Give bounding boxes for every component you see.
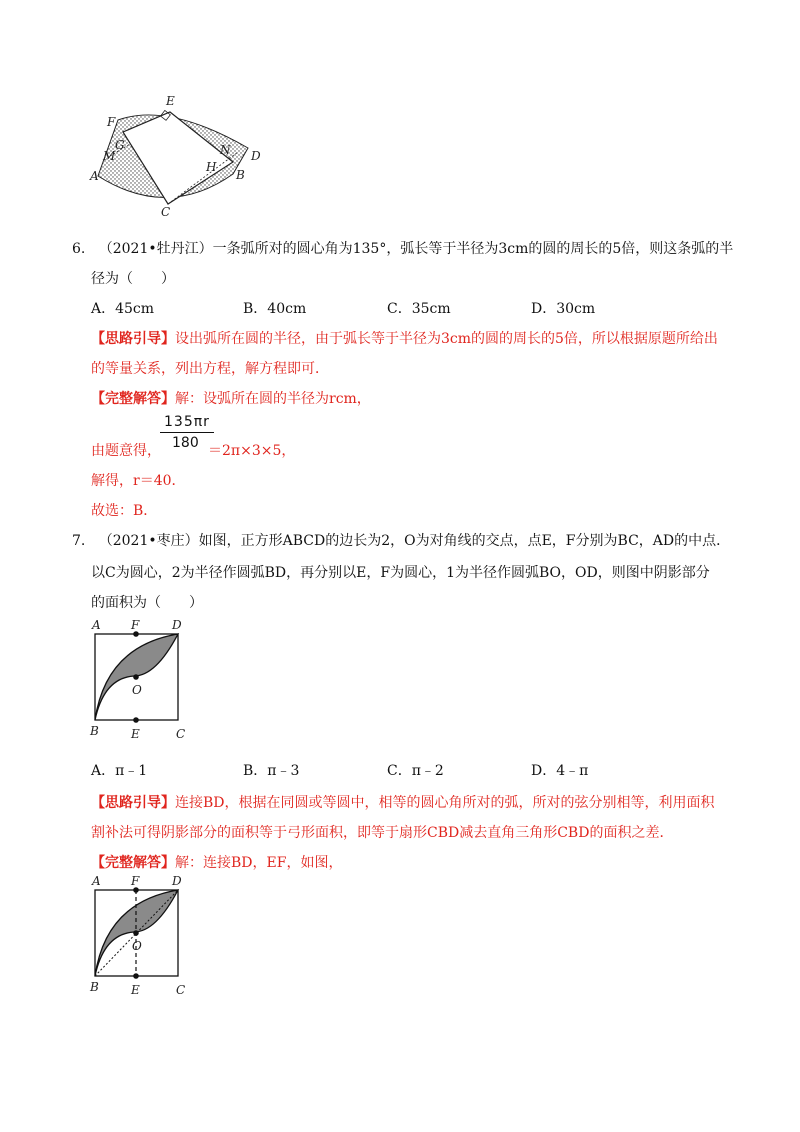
q6-eq-prefix: 由题意得，	[91, 443, 161, 459]
q7-answer-tag: 【完整解答】	[91, 855, 175, 871]
sq1-label-C: C	[176, 727, 186, 741]
sq1-label-E: E	[131, 727, 140, 741]
q7-option-c: C．π﹣2	[387, 763, 444, 779]
q6-solve: 解得，r＝40．	[91, 473, 186, 489]
q6-hint-text1: 设出弧所在圆的半径，由于弧长等于半径为3cm的圆的周长的5倍，所以根据原题所给出	[175, 331, 718, 347]
q7-stem-line1	[72, 530, 730, 550]
q7-option-b: B．π﹣3	[243, 763, 300, 779]
q6-frac-numerator: 135πr	[160, 414, 214, 433]
q6-hint-tag: 【思路引导】	[91, 331, 175, 347]
label-F: F	[107, 115, 116, 129]
q7-stem-line2: 以C为圆心，2为半径作圆弧BD，再分别以E，F为圆心，1为半径作圆弧BO，OD，则图中阴影部分	[91, 565, 710, 581]
label-H: H	[206, 160, 217, 174]
label-G: G	[115, 138, 125, 152]
sq1-label-O: O	[132, 683, 142, 697]
q6-answer-line1	[91, 388, 371, 408]
sq2-label-D: D	[172, 874, 182, 888]
label-C: C	[161, 205, 171, 219]
square-figure-solution	[86, 872, 196, 1000]
q6-eq-suffix: ＝2π×3×5，	[208, 443, 296, 459]
sq1-label-B: B	[90, 724, 99, 738]
q6-choose: 故选：B．	[91, 503, 158, 519]
q7-hint-tag: 【思路引导】	[91, 795, 175, 811]
q6-frac-denominator: 180	[172, 435, 199, 451]
q7-answer-text1: 解：连接BD，EF，如图，	[175, 855, 343, 871]
sq2-label-B: B	[90, 980, 99, 994]
sq2-label-C: C	[176, 983, 186, 997]
q6-option-c: C．35cm	[387, 301, 451, 317]
square-figure-question	[86, 616, 196, 744]
q6-number: 6.	[72, 241, 86, 257]
q6-hint-line1	[91, 328, 718, 348]
q7-hint-text1: 连接BD，根据在同圆或等圆中，相等的圆心角所对的弧，所对的弦分别相等，利用面积	[175, 795, 715, 811]
q7-stem-text1: （2021•枣庄）如图，正方形ABCD的边长为2，O为对角线的交点，点E，F分别为BC，AD的中点．	[98, 533, 731, 549]
q6-stem-text1: （2021•牡丹江）一条弧所对的圆心角为135°，弧长等于半径为3cm的圆的周长的5倍，则这条弧的半	[98, 241, 734, 257]
q6-stem-line1	[72, 238, 733, 258]
q6-stem-line2: 径为（ ）	[91, 271, 175, 287]
q6-hint-line2: 的等量关系，列出方程，解方程即可．	[91, 361, 329, 377]
sq2-label-A: A	[92, 874, 101, 888]
q6-option-b: B．40cm	[243, 301, 307, 317]
sq1-label-F: F	[131, 618, 140, 632]
sector-figure	[88, 92, 268, 220]
label-B: B	[236, 168, 245, 182]
label-D: D	[251, 149, 261, 163]
q7-option-a: A．π﹣1	[91, 763, 148, 779]
q6-option-a: A．45cm	[91, 301, 155, 317]
q7-option-d: D．4﹣π	[531, 763, 589, 779]
q7-answer-line1	[91, 852, 342, 872]
q6-option-d: D．30cm	[531, 301, 596, 317]
label-A: A	[90, 169, 99, 183]
q7-hint-line1	[91, 792, 715, 812]
label-E: E	[166, 94, 175, 108]
q7-number: 7.	[72, 533, 86, 549]
q7-stem-line3: 的面积为（ ）	[91, 595, 203, 611]
sq2-label-E: E	[131, 983, 140, 997]
label-N: N	[220, 143, 231, 157]
q6-fraction	[160, 414, 214, 451]
sq1-label-A: A	[92, 618, 101, 632]
label-M: M	[103, 149, 116, 163]
sq2-label-O: O	[132, 939, 142, 953]
sq2-label-F: F	[131, 874, 140, 888]
q6-answer-tag: 【完整解答】	[91, 391, 175, 407]
q7-hint-line2: 割补法可得阴影部分的面积等于弓形面积，即等于扇形CBD减去直角三角形CBD的面积之差．	[91, 825, 674, 841]
sq1-label-D: D	[172, 618, 182, 632]
q6-answer-text1: 解：设弧所在圆的半径为rcm，	[175, 391, 371, 407]
